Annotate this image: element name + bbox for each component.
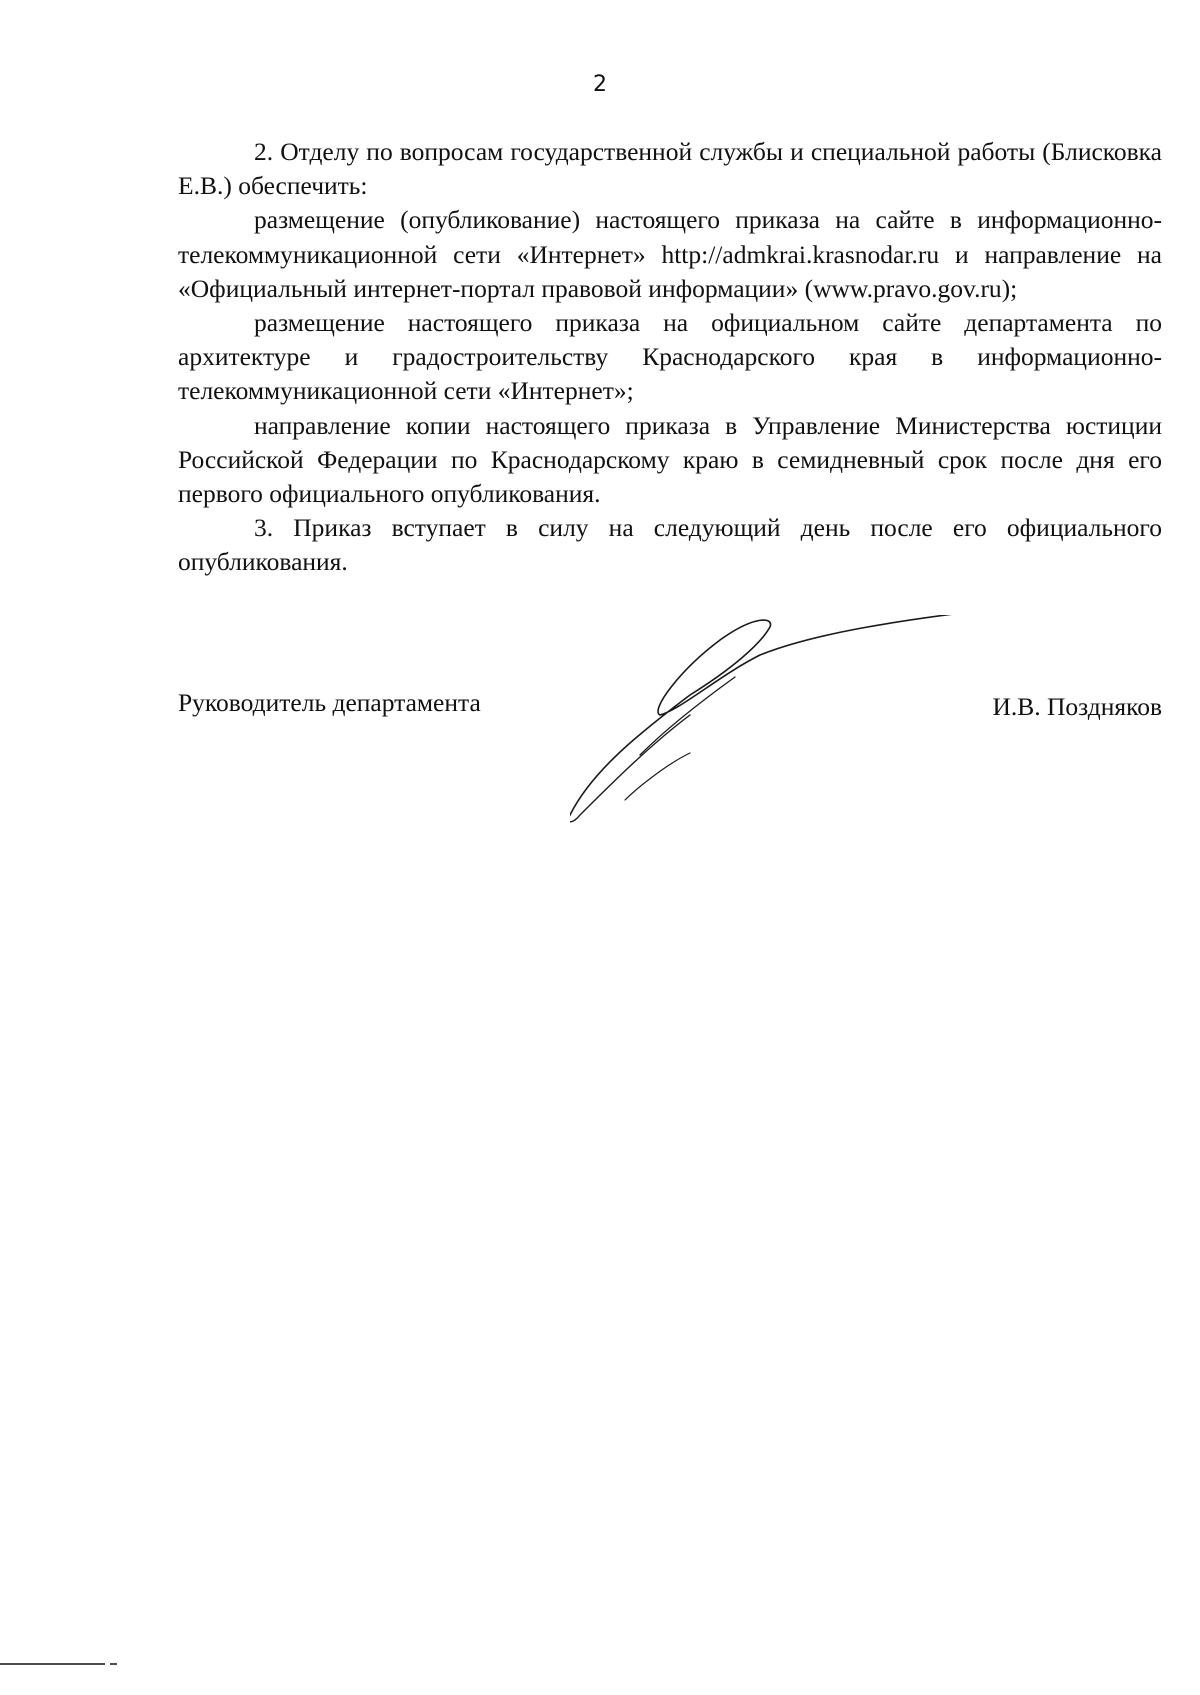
paragraph-publication-portal: размещение (опубликование) настоящего приказа на сайте в информационно-телекоммуникационной сети «Интернет» http://admkrai.krasnodar.ru и направление на «Официальный интернет-портал правовой информации» (www.pravo.gov.ru);	[178, 205, 1162, 303]
signer-name: И.В. Поздняков	[992, 692, 1162, 721]
paragraph-item-2: 2. Отделу по вопросам государственной службы и специальной работы (Блисковка Е.В.) обеспечить:	[178, 137, 1162, 201]
paragraph-item-3: 3. Приказ вступает в силу на следующий день после его официального опубликования.	[178, 513, 1162, 577]
footer-line	[0, 1662, 125, 1666]
signer-title: Руководитель департамента	[178, 688, 481, 717]
document-body	[178, 135, 1162, 580]
page-number: 2	[593, 72, 607, 97]
paragraph-ministry-copy: направление копии настоящего приказа в Управление Министерства юстиции Российской Федерации по Краснодарскому краю в семидневный срок после дня его первого официального опубликования.	[178, 410, 1162, 509]
handwritten-signature	[570, 615, 1040, 835]
paragraph-publication-department-site: размещение настоящего приказа на официальном сайте департамента по архитектуре и градостроительству Краснодарского края в информационно-телекоммуникационной сети «Интернет»;	[178, 308, 1162, 406]
